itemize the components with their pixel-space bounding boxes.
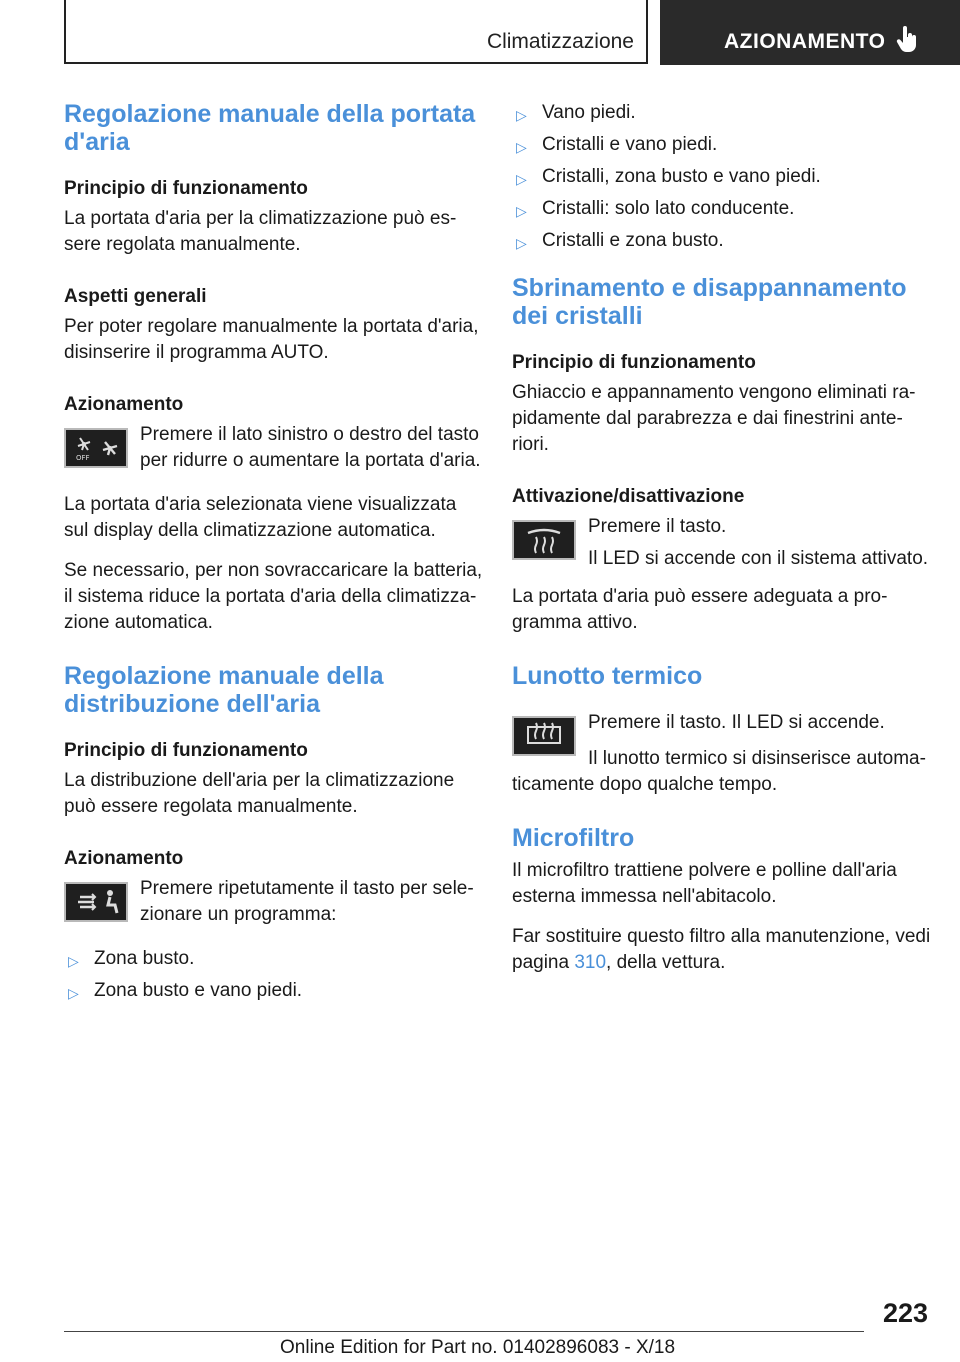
paragraph: Far sostituire questo filtro alla manutenzione, vedi pagina 310, della vettura. [512, 926, 931, 973]
list-item: ▷ Cristalli: solo lato conducente. [512, 196, 932, 222]
footer-edition: Online Edition for Part no. 01402896083 - X/18 [280, 1337, 676, 1358]
paragraph: La portata d'aria per la climatizzazione può es-sere regolata manualmente. [64, 208, 457, 255]
list-triangle-icon: ▷ [516, 171, 527, 187]
subheading-azionamento: Azionamento [64, 394, 184, 415]
distribution-program-list-continued [512, 100, 932, 254]
header-section-box [64, 0, 648, 64]
paragraph: La portata d'aria può essere adeguata a pro-gramma attivo. [512, 586, 888, 633]
page-number: 223 [882, 1298, 928, 1328]
list-triangle-icon: ▷ [516, 139, 527, 155]
left-column [64, 100, 484, 1012]
paragraph: Per poter regolare manualmente la portata d'aria, disinserire il programma AUTO. [64, 316, 479, 363]
list-item: ▷ Zona busto. [64, 946, 484, 972]
heading-sbrinamento: Sbrinamento e disappannamento dei cristalli [512, 274, 907, 330]
heading-distribuzione-aria: Regolazione manuale della distribuzione dell'aria [64, 662, 384, 718]
paragraph: Premere il lato sinistro o destro del tasto per ridurre o aumentare la portata d'aria. [140, 424, 481, 471]
windshield-defrost-button-icon [512, 520, 576, 560]
paragraph: Premere ripetutamente il tasto per sele-zionare un programma: [140, 878, 474, 925]
list-item: ▷ Cristalli e zona busto. [512, 228, 932, 254]
paragraph: La portata d'aria selezionata viene visualizzata sul display della climatizzazione automatica. [64, 494, 457, 541]
subheading-principio: Principio di funzionamento [512, 352, 756, 373]
subheading-aspetti-generali: Aspetti generali [64, 286, 207, 307]
paragraph: Ghiaccio e appannamento vengono eliminati ra-pidamente dal parabrezza e dai finestrini ante-riori. [512, 382, 916, 455]
list-item: ▷ Zona busto e vano piedi. [64, 978, 484, 1004]
subheading-principio: Principio di funzionamento [64, 178, 308, 199]
fan-off-button-icon [64, 428, 128, 468]
subheading-azionamento: Azionamento [64, 848, 184, 869]
subheading-attivazione: Attivazione/disattivazione [512, 486, 745, 507]
instruction-row [64, 422, 484, 482]
paragraph: La distribuzione dell'aria per la climatizzazione può essere regolata manualmente. [64, 770, 455, 817]
list-triangle-icon: ▷ [516, 235, 527, 251]
paragraph: Il microfiltro trattiene polvere e polline dall'aria esterna immessa nell'abitacolo. [512, 860, 897, 907]
header-chapter-tab[interactable] [660, 0, 960, 65]
list-triangle-icon: ▷ [68, 953, 79, 969]
list-triangle-icon: ▷ [516, 107, 527, 123]
paragraph: Il lunotto termico si disinserisce automa-ticamente dopo qualche tempo. [512, 748, 926, 795]
footer-divider [64, 1331, 864, 1332]
chapter-title: AZIONAMENTO [724, 30, 886, 53]
instruction-row [512, 710, 932, 770]
list-item: ▷ Cristalli, zona busto e vano piedi. [512, 164, 932, 190]
list-triangle-icon: ▷ [516, 203, 527, 219]
paragraph: Premere il tasto. [588, 516, 727, 537]
list-item: ▷ Cristalli e vano piedi. [512, 132, 932, 158]
instruction-row [64, 876, 484, 936]
list-triangle-icon: ▷ [68, 985, 79, 1001]
svg-text:OFF: OFF [76, 454, 90, 462]
page-link[interactable]: 310 [574, 952, 607, 973]
right-column [512, 100, 932, 990]
heading-microfiltro: Microfiltro [512, 824, 635, 852]
instruction-row [512, 514, 932, 574]
list-item: ▷ Vano piedi. [512, 100, 932, 126]
distribution-program-list [64, 946, 484, 1004]
paragraph: Se necessario, per non sovraccaricare la batteria, il sistema riduce la portata d'aria della climatizza-zione automatica. [64, 560, 483, 633]
hand-pointer-icon [896, 26, 920, 54]
heading-lunotto: Lunotto termico [512, 662, 703, 690]
paragraph: Premere il tasto. Il LED si accende. [588, 712, 885, 733]
paragraph: Il LED si accende con il sistema attivato. [588, 548, 929, 569]
heading-portata-aria: Regolazione manuale della portata d'aria [64, 100, 476, 156]
rear-window-heating-button-icon [512, 716, 576, 756]
air-distribution-button-icon [64, 882, 128, 922]
section-title: Climatizzazione [486, 30, 634, 53]
subheading-principio: Principio di funzionamento [64, 740, 308, 761]
